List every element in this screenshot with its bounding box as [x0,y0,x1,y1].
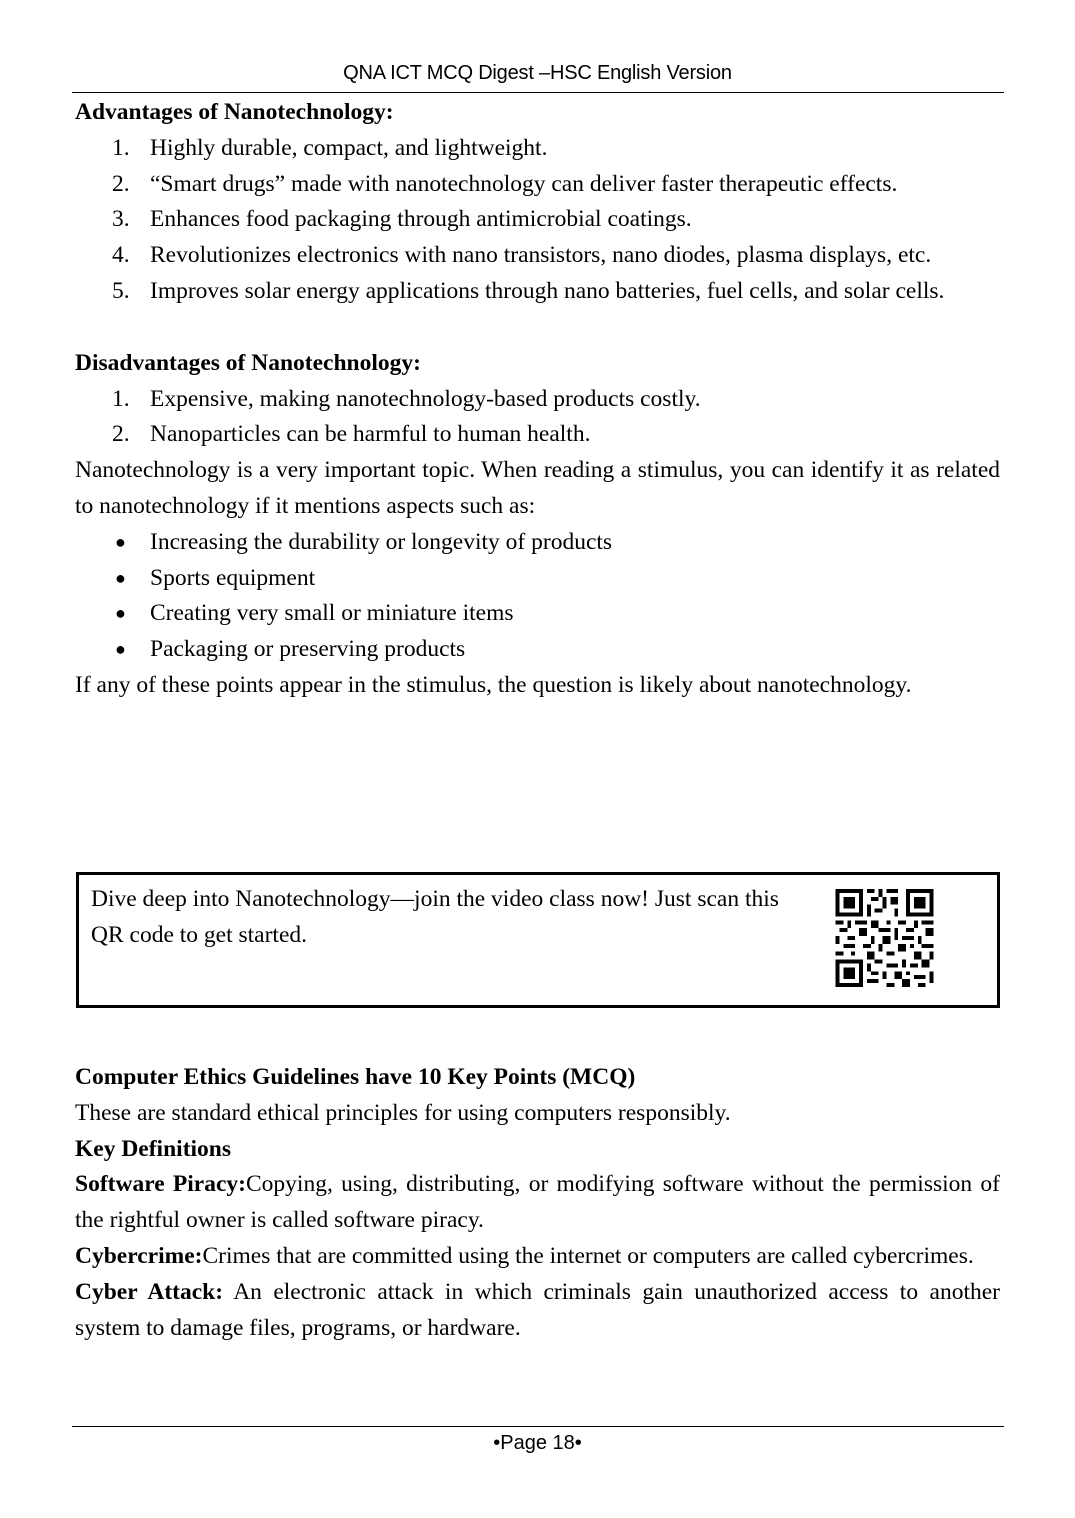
bullet-icon: ● [115,603,126,624]
page-number: •Page 18• [493,1432,582,1454]
bullet-icon: ● [115,639,126,660]
main-content [75,95,1000,704]
list-item: 3. Enhances food packaging through antimicrobial coatings. [112,206,692,233]
definition-cybercrime: Cybercrime:Crimes that are committed using the internet or computers are called cybercrimes. [75,1242,974,1269]
bullet-icon: ● [115,531,126,552]
definitions-heading: Key Definitions [75,1135,232,1162]
footer-divider [72,1426,1004,1427]
header-divider [72,92,1004,93]
ethics-section [75,1060,1000,1346]
advantages-list [75,131,1000,310]
list-item: ● Sports equipment [75,561,1000,597]
advantages-heading: Advantages of Nanotechnology: [75,99,394,125]
ethics-intro: These are standard ethical principles for using computers responsibly. [75,1099,731,1126]
list-item: ● Creating very small or miniature items [75,596,1000,632]
identify-intro: Nanotechnology is a very important topic. When reading a stimulus, you can identify it as related to nanotechnology if it mentions aspects such as: [75,457,1000,519]
video-class-callout [76,872,1000,1008]
bullet-icon: ● [115,567,126,588]
qr-code-icon[interactable] [834,889,935,987]
list-item: 5. Improves solar energy applications through nano batteries, fuel cells, and solar cells. [112,277,945,304]
list-item: 4. Revolutionizes electronics with nano transistors, nano diodes, plasma displays, etc. [112,242,932,269]
callout-text: Dive deep into Nanotechnology—join the video class now! Just scan this QR code to get started. [91,886,779,948]
definition-cyber-attack: Cyber Attack: An electronic attack in which criminals gain unauthorized access to another system to damage files, programs, or hardware. [75,1278,1000,1341]
running-header: QNA ICT MCQ Digest –HSC English Version [343,62,732,84]
list-item: 1. Expensive, making nanotechnology-based products costly. [112,385,701,412]
list-item: 2. “Smart drugs” made with nanotechnology can deliver faster therapeutic effects. [112,170,898,197]
identify-bullets [75,525,1000,668]
ethics-heading: Computer Ethics Guidelines have 10 Key Points (MCQ) [75,1064,636,1090]
list-item: 2. Nanoparticles can be harmful to human health. [112,421,591,448]
disadvantages-heading: Disadvantages of Nanotechnology: [75,349,421,376]
disadvantages-list [75,382,1000,454]
list-item: ● Increasing the durability or longevity of products [75,525,1000,561]
identify-conclusion: If any of these points appear in the stimulus, the question is likely about nanotechnology. [75,671,912,698]
list-item: 1. Highly durable, compact, and lightweight. [112,134,548,161]
list-item: ● Packaging or preserving products [75,632,1000,668]
definition-software-piracy: Software Piracy:Copying, using, distributing, or modifying software without the permission of the rightful owner is called software piracy. [75,1171,1000,1234]
